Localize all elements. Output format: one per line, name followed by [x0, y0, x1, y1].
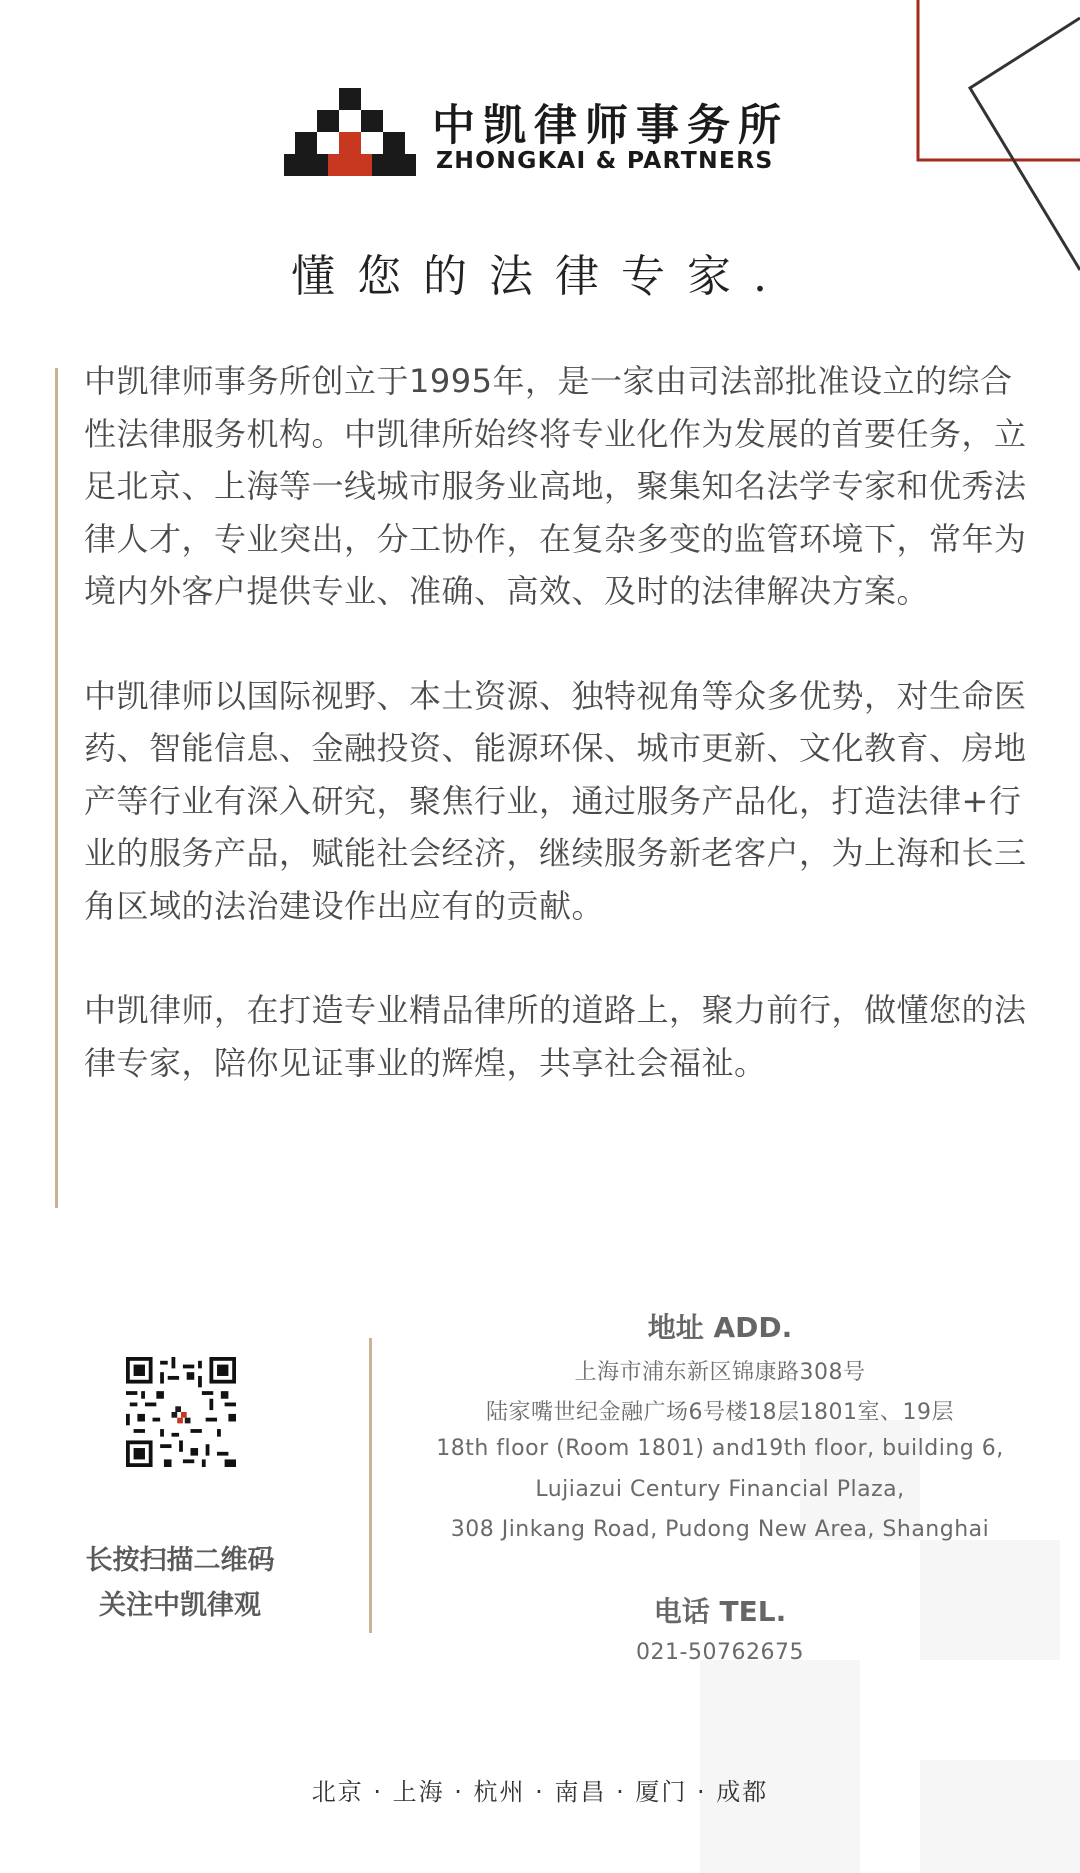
- logo-text-cn: 中凯律师事务所: [432, 101, 789, 151]
- address-line: 308 Jinkang Road, Pudong New Area, Shanghai: [450, 1517, 990, 1542]
- decorative-frame: [900, 0, 1080, 280]
- address-line: 18th floor (Room 1801) and19th floor, building 6,: [436, 1436, 1004, 1461]
- address-line: Lujiazui Century Financial Plaza,: [535, 1477, 905, 1502]
- qr-code-icon[interactable]: [126, 1357, 236, 1467]
- office-cities: 北京 · 上海 · 杭州 · 南昌 · 厦门 · 成都: [311, 1778, 769, 1806]
- intro-paragraph: 中凯律师事务所创立于1995年，是一家由司法部批准设立的综合性法律服务机构。中凯律所始终将专业化作为发展的首要任务，立足北京、上海等一线城市服务业高地，聚集知名法学专家和优秀法律人才，专业突出，分工协作，在复杂多变的监管环境下，常年为境内外客户提供专业、准确、高效、及时的法律解决方案。: [84, 362, 1027, 610]
- tel-heading: 电话 TEL.: [653, 1595, 787, 1628]
- address-heading: 地址 ADD.: [647, 1311, 793, 1344]
- footer-divider: [369, 1338, 372, 1633]
- qr-caption: 关注中凯律观: [99, 1590, 261, 1621]
- tel-value[interactable]: 021-50762675: [636, 1640, 804, 1665]
- address-line: 上海市浦东新区锦康路308号: [574, 1360, 866, 1385]
- logo-icon: [284, 88, 416, 176]
- intro-paragraph: 中凯律师以国际视野、本土资源、独特视角等众多优势，对生命医药、智能信息、金融投资、能源环保、城市更新、文化教育、房地产等行业有深入研究，聚焦行业，通过服务产品化，打造法律+行业的服务产品，赋能社会经济，继续服务新老客户，为上海和长三角区域的法治建设作出应有的贡献。: [84, 676, 1027, 925]
- accent-bar: [55, 368, 58, 1208]
- qr-caption: 长按扫描二维码: [85, 1545, 275, 1576]
- address-line: 陆家嘴世纪金融广场6号楼18层1801室、19层: [486, 1400, 954, 1425]
- background-block: [700, 1660, 860, 1873]
- logo-text-en: ZHONGKAI & PARTNERS: [436, 146, 774, 174]
- intro-paragraph: 中凯律师，在打造专业精品律所的道路上，聚力前行，做懂您的法律专家，陪你见证事业的辉煌，共享社会福祉。: [84, 991, 1027, 1082]
- slogan: 懂您的法律专家.: [291, 251, 789, 302]
- intro-text: [84, 355, 1034, 1141]
